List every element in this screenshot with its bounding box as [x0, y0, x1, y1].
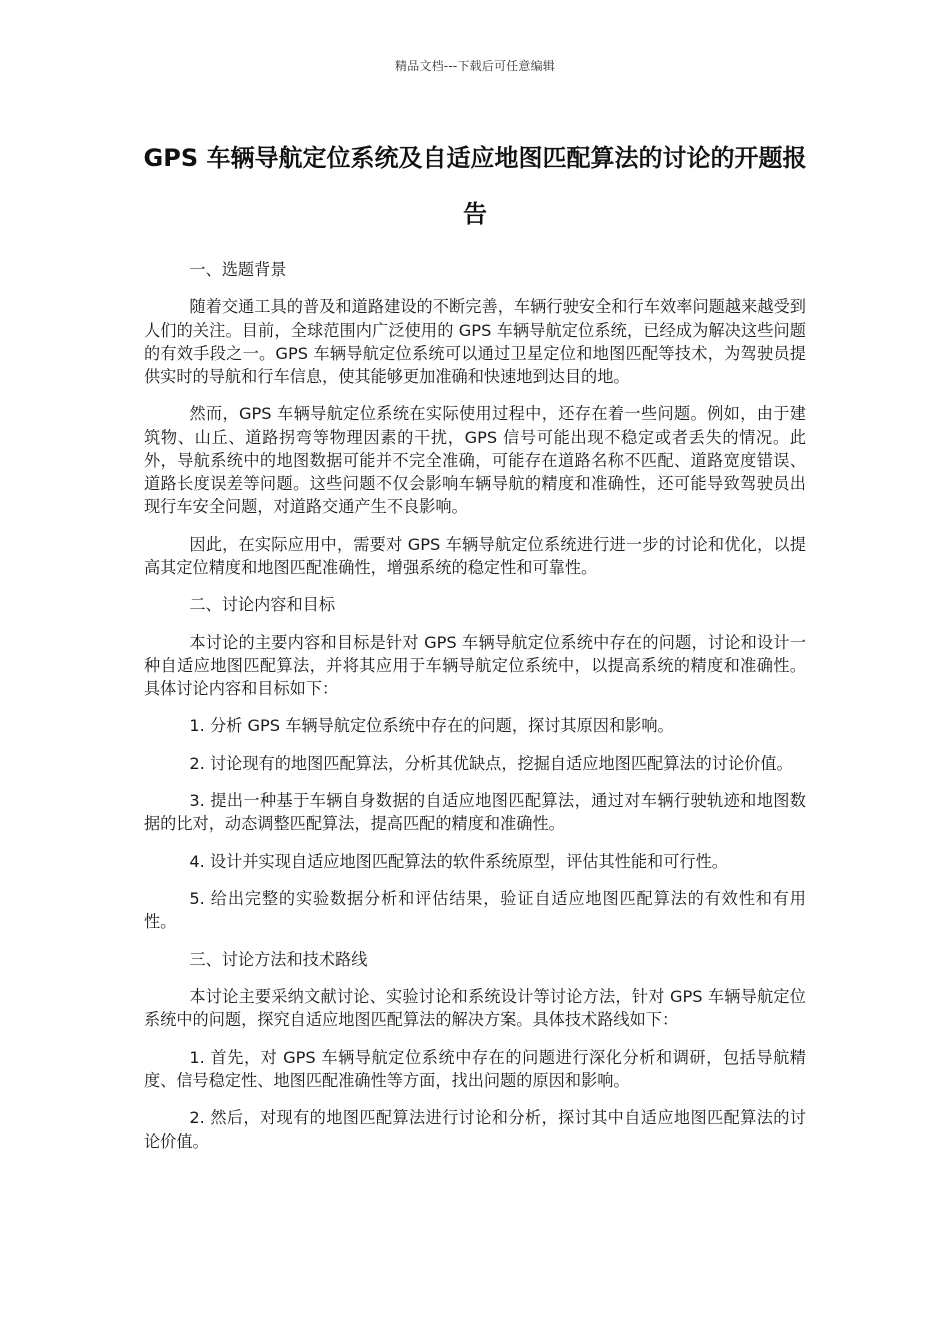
section-heading-methods: 三、讨论方法和技术路线 [189, 949, 368, 969]
list-item: 1. 首先，对 GPS 车辆导航定位系统中存在的问题进行深化分析和调研，包括导航精度、信号稳定性、地图匹配准确性等方面，找出问题的原因和影响。 [144, 1047, 806, 1090]
list-item: 2. 然后，对现有的地图匹配算法进行讨论和分析，探讨其中自适应地图匹配算法的讨论价值。 [144, 1108, 806, 1151]
section-heading-background: 一、选题背景 [189, 260, 287, 279]
body-paragraph: 随着交通工具的普及和道路建设的不断完善，车辆行驶安全和行车效率问题越来越受到人们的关注。目前，全球范围内广泛使用的 GPS 车辆导航定位系统，已经成为解决这些问题的有效手段之一。GPS 车辆导航定位系统可以通过卫星定位和地图匹配等技术，为驾驶员提供实时的导航和行车信息，使其能够更加准确和快速地到达目的地。 [144, 297, 806, 386]
body-paragraph: 然而，GPS 车辆导航定位系统在实际使用过程中，还存在着一些问题。例如，由于建筑物、山丘、道路拐弯等物理因素的干扰，GPS 信号可能出现不稳定或者丢失的情况。此外，导航系统中的地图数据可能并不完全准确，可能存在道路名称不匹配、道路宽度错误、道路长度误差等问题。这些问题不仅会影响车辆导航的精度和准确性，还可能导致驾驶员出现行车安全问题，对道路交通产生不良影响。 [144, 404, 806, 517]
list-item: 3. 提出一种基于车辆自身数据的自适应地图匹配算法，通过对车辆行驶轨迹和地图数据的比对，动态调整匹配算法，提高匹配的精度和准确性。 [144, 791, 806, 834]
list-item: 1. 分析 GPS 车辆导航定位系统中存在的问题，探讨其原因和影响。 [189, 716, 674, 736]
list-item: 5. 给出完整的实验数据分析和评估结果，验证自适应地图匹配算法的有效性和有用性。 [144, 889, 806, 932]
page-header: 精品文档---下载后可任意编辑 [395, 59, 555, 73]
body-paragraph: 因此，在实际应用中，需要对 GPS 车辆导航定位系统进行进一步的讨论和优化，以提高其定位精度和地图匹配准确性，增强系统的稳定性和可靠性。 [144, 534, 806, 577]
list-item: 2. 讨论现有的地图匹配算法，分析其优缺点，挖掘自适应地图匹配算法的讨论价值。 [189, 753, 793, 773]
document-title: GPS 车辆导航定位系统及自适应地图匹配算法的讨论的开题报告 [143, 144, 807, 228]
body-paragraph: 本讨论的主要内容和目标是针对 GPS 车辆导航定位系统中存在的问题，讨论和设计一种自适应地图匹配算法，并将其应用于车辆导航定位系统中，以提高系统的精度和准确性。具体讨论内容和目标如下： [144, 632, 806, 698]
document-body [144, 258, 806, 1167]
list-item: 4. 设计并实现自适应地图匹配算法的软件系统原型，评估其性能和可行性。 [189, 851, 728, 871]
body-paragraph: 本讨论主要采纳文献讨论、实验讨论和系统设计等讨论方法，针对 GPS 车辆导航定位系统中的问题，探究自适应地图匹配算法的解决方案。具体技术路线如下： [144, 987, 806, 1030]
section-heading-content-goals: 二、讨论内容和目标 [189, 595, 336, 615]
